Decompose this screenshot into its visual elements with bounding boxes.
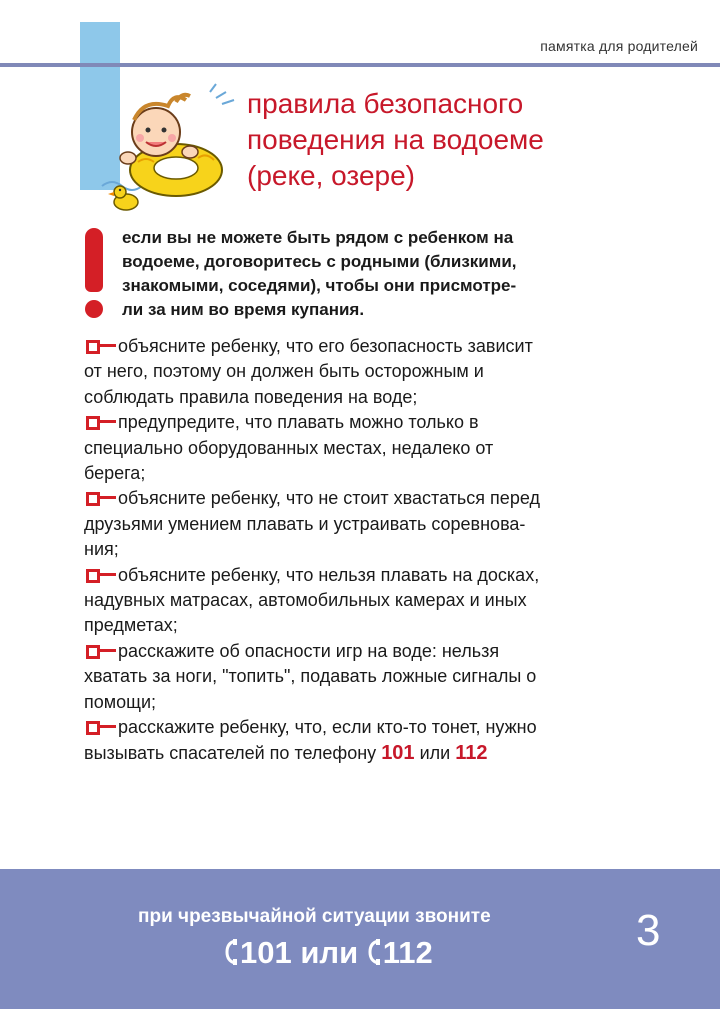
item-text: объясните ребенку, что не стоит хвастаться перед <box>118 488 540 509</box>
bullet-icon <box>84 415 116 429</box>
item-text: помощи; <box>84 691 157 712</box>
footer-phone-112: 112 <box>382 935 433 970</box>
phone-icon <box>224 939 238 965</box>
title-line: поведения на водоеме <box>247 124 544 155</box>
item-text: вызывать спасателей по телефону <box>84 742 382 763</box>
exclamation-icon <box>82 228 106 320</box>
bullet-icon <box>84 568 116 582</box>
phone-number-112: 112 <box>455 741 488 764</box>
list-item <box>84 486 644 562</box>
title-line: (реке, озере) <box>247 160 415 191</box>
header-rule <box>0 63 720 67</box>
warning-line: знакомыми, соседями), чтобы они присмотре- <box>122 276 517 295</box>
bullet-icon <box>84 491 116 505</box>
list-item <box>84 563 644 639</box>
item-text: от него, поэтому он должен быть осторожным и <box>84 361 484 382</box>
warning-line: ли за ним во время купания. <box>122 300 365 319</box>
bullet-icon <box>84 720 116 734</box>
bullet-icon <box>84 644 116 658</box>
list-item <box>84 334 644 410</box>
item-text: специально оборудованных местах, недалеко от <box>84 437 494 458</box>
item-text: соблюдать правила поведения на воде; <box>84 386 418 407</box>
item-text: друзьями умением плавать и устраивать соревнова- <box>84 513 526 534</box>
item-text: надувных матрасах, автомобильных камерах и иных <box>84 590 527 611</box>
item-text: предупредите, что плавать можно только в <box>118 412 479 433</box>
warning-line: водоеме, договоритесь с родными (близкими, <box>122 252 517 271</box>
header-label: памятка для родителей <box>540 38 698 54</box>
warning-block <box>122 226 642 322</box>
item-text: расскажите ребенку, что, если кто-то тонет, нужно <box>118 717 537 738</box>
warning-line: если вы не можете быть рядом с ребенком на <box>122 228 514 247</box>
item-text: предметах; <box>84 615 178 636</box>
list-item <box>84 715 644 766</box>
item-text: объясните ребенку, что его безопасность зависит <box>118 336 533 356</box>
list-item <box>84 639 644 715</box>
item-text: берега; <box>84 463 146 484</box>
child-swimming-ring-icon <box>98 78 248 218</box>
title-line: правила безопасного <box>247 88 524 119</box>
footer-text: при чрезвычайной ситуации звоните <box>138 906 491 927</box>
item-text: ния; <box>84 539 119 560</box>
list-item <box>84 410 644 486</box>
item-text: расскажите об опасности игр на воде: нельзя <box>118 640 500 661</box>
footer-phones <box>224 935 433 971</box>
advice-list <box>84 334 644 766</box>
exclamation-bar <box>85 228 103 292</box>
exclamation-dot <box>85 300 103 318</box>
footer-separator: или <box>291 935 367 970</box>
item-text: объясните ребенку, что нельзя плавать на досках, <box>118 564 540 585</box>
item-text: хватать за ноги, "топить", подавать ложные сигналы о <box>84 666 537 687</box>
item-text: или <box>414 742 456 763</box>
phone-icon <box>367 939 381 965</box>
bullet-icon <box>84 339 116 353</box>
page-title <box>247 86 687 194</box>
phone-number-101: 101 <box>381 741 415 764</box>
page-number: 3 <box>636 906 661 955</box>
footer-phone-101: 101 <box>240 935 292 970</box>
